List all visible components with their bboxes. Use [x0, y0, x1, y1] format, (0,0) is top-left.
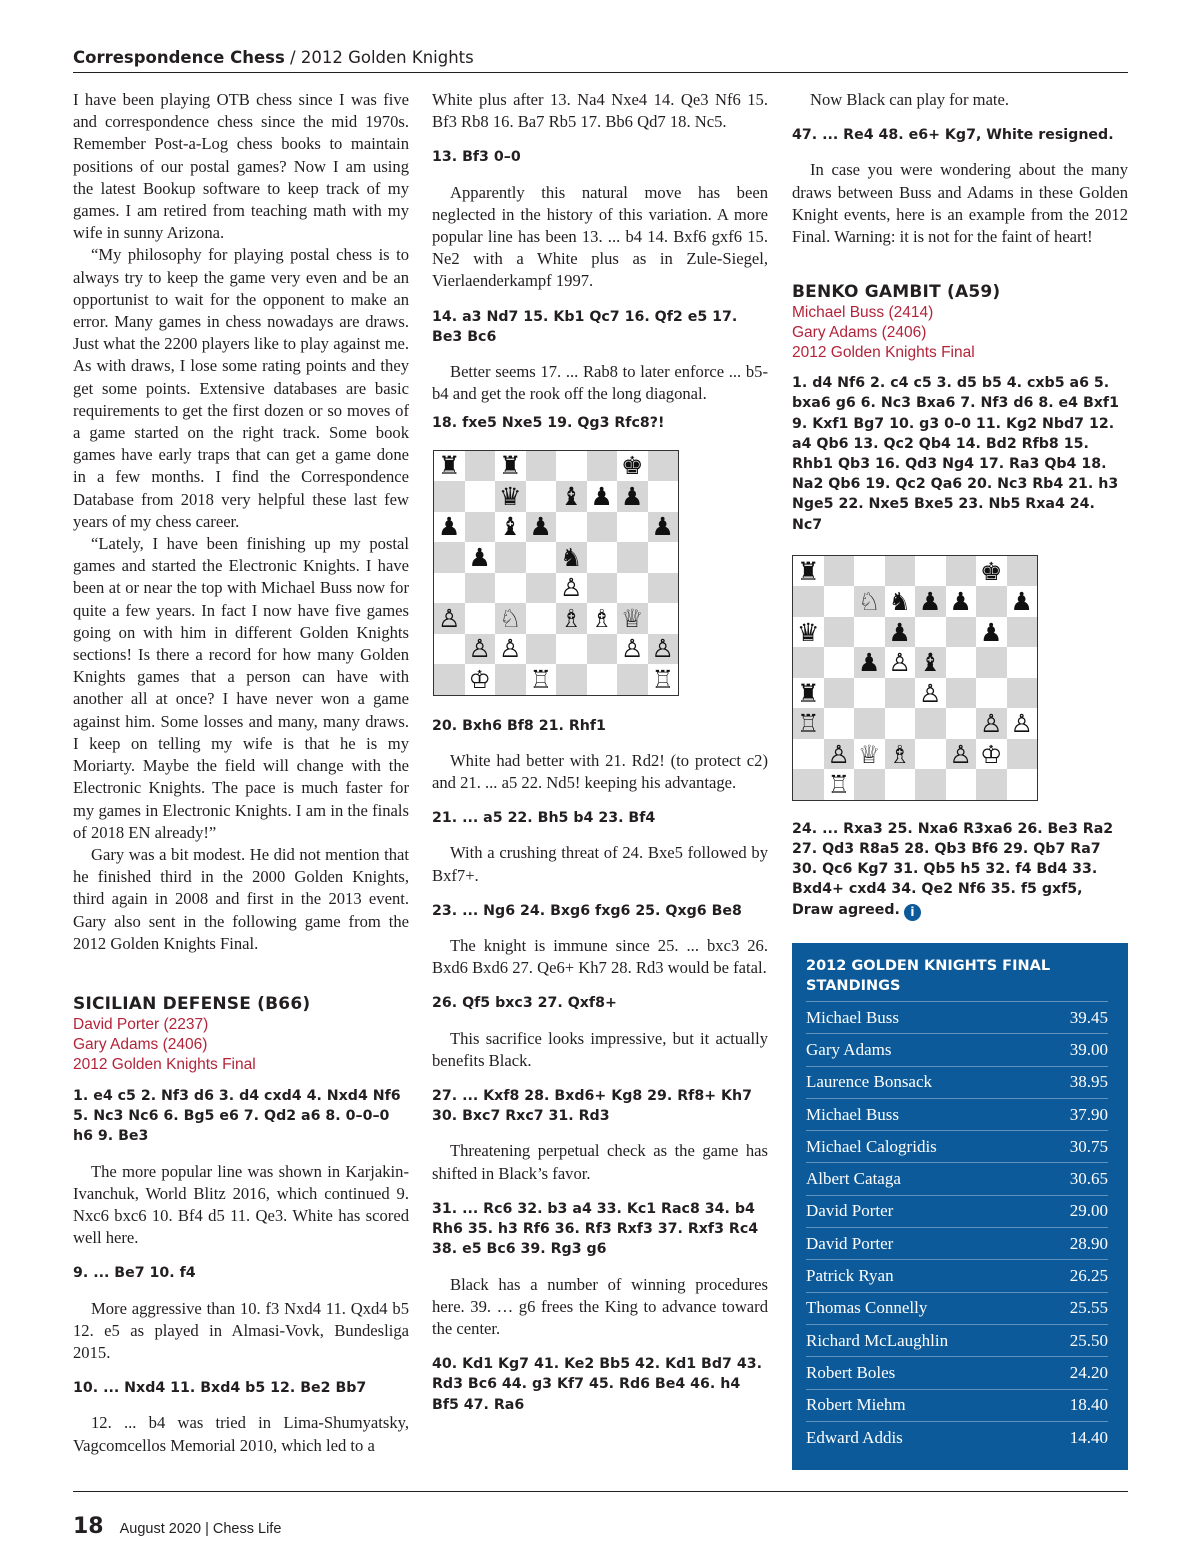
board-square — [434, 542, 465, 573]
board-square — [793, 769, 824, 800]
standings-score: 25.50 — [1069, 1330, 1108, 1350]
board-square — [617, 542, 648, 573]
board-square: ♖ — [824, 769, 855, 800]
game-event: 2012 Golden Knights Final — [73, 1055, 256, 1073]
move-text: 40. Kd1 Kg7 41. Ke2 Bb5 42. Kd1 Bd7 43. Rd3 Bc6 44. g3 Kf7 45. Rd6 Be4 46. h4 Bf5 47. Ra6 — [432, 1356, 762, 1413]
board-square: ♛ — [495, 481, 526, 512]
running-header — [73, 48, 1128, 72]
standings-score: 39.00 — [1069, 1039, 1108, 1059]
standings-score: 30.75 — [1069, 1136, 1108, 1156]
board-square — [824, 586, 855, 617]
board-square — [495, 664, 526, 695]
board-square: ♖ — [648, 664, 679, 695]
column-2 — [432, 89, 768, 1415]
move-text: 10. ... Nxd4 11. Bxd4 b5 12. Be2 Bb7 — [73, 1380, 367, 1397]
standings-row — [806, 1162, 1108, 1194]
board-square — [434, 664, 465, 695]
standings-row — [806, 1389, 1108, 1421]
board-square: ♜ — [793, 678, 824, 709]
paragraph: This sacrifice looks impressive, but it actually benefits Black. — [432, 1028, 768, 1070]
standings-row — [806, 1421, 1108, 1453]
move-text: 1. e4 c5 2. Nf3 d6 3. d4 cxd4 4. Nxd4 Nf6 5. Nc3 Nc6 6. Bg5 e6 7. Qd2 a6 8. 0–0–0 h6 9. Be3 — [73, 1087, 401, 1145]
paragraph: I have been playing OTB chess since I was five and correspondence chess since the mid 1970s. Remember Post-a-Log chess books to maintain positions of our postal games? Now I am using the latest Bookup software to keep track of my games. I am retired from teaching math with my wife in sunny Arizona. — [73, 90, 409, 243]
board-square — [854, 617, 885, 648]
standings-player: Robert Boles — [806, 1362, 896, 1382]
board-square — [648, 603, 679, 634]
board-square — [1007, 617, 1038, 648]
move-text: 21. ... a5 22. Bh5 b4 23. Bf4 — [432, 810, 656, 827]
standings-player: Gary Adams — [806, 1039, 892, 1059]
board-square: ♞ — [885, 586, 916, 617]
board-square — [1007, 647, 1038, 678]
paragraph: Black has a number of winning procedures here. 39. … g6 frees the King to advance toward the center. — [432, 1274, 768, 1338]
board-square: ♚ — [617, 451, 648, 482]
paragraph: 12. ... b4 was tried in Lima-Shumyatsky, Vagcomcellos Memorial 2010, which led to a — [73, 1413, 409, 1455]
move-text: 26. Qf5 bxc3 27. Qxf8+ — [432, 995, 617, 1012]
standings-score: 37.90 — [1069, 1104, 1108, 1124]
board-square — [556, 634, 587, 665]
standings-player: Albert Cataga — [806, 1169, 901, 1189]
board-square: ♟ — [885, 617, 916, 648]
board-square — [946, 647, 977, 678]
paragraph: White plus after 13. Na4 Nxe4 14. Qe3 Nf6 15. Bf3 Rb8 16. Ba7 Rb5 17. Bb6 Qd7 18. Nc5. — [432, 90, 768, 132]
board-square: ♘ — [854, 586, 885, 617]
board-square — [465, 451, 496, 482]
board-square: ♟ — [946, 586, 977, 617]
move-text: 14. a3 Nd7 15. Kb1 Qc7 16. Qf2 e5 17. Be3 Bc6 — [432, 308, 738, 345]
board-square — [793, 647, 824, 678]
move-text: 18. fxe5 Nxe5 19. Qg3 Rfc8?! — [432, 415, 665, 432]
board-square: ♟ — [617, 481, 648, 512]
board-square: ♙ — [465, 634, 496, 665]
board-square — [915, 556, 946, 587]
board-square: ♟ — [976, 617, 1007, 648]
move-text: 13. Bf3 0–0 — [432, 149, 521, 166]
move-text: 20. Bxh6 Bf8 21. Rhf1 — [432, 717, 606, 734]
board-square — [648, 542, 679, 573]
board-square: ♗ — [556, 603, 587, 634]
board-square: ♞ — [556, 542, 587, 573]
board-square: ♜ — [793, 556, 824, 587]
standings-row — [806, 1356, 1108, 1388]
standings-player: Richard McLaughlin — [806, 1330, 949, 1350]
standings-player: Thomas Connelly — [806, 1298, 928, 1318]
board-square — [946, 708, 977, 739]
paragraph: Better seems 17. ... Rab8 to later enforce ... b5-b4 and get the rook off the long diagonal. — [432, 362, 768, 404]
board-square: ♛ — [793, 617, 824, 648]
game-event: 2012 Golden Knights Final — [792, 344, 975, 362]
paragraph: Apparently this natural move has been neglected in the history of this variation. A more popular line has been 13. ... b4 14. Bxf6 gxf6 15. Ne2 with a White plus as in Zule-Siegel, Vierlaenderkampf 1997. — [432, 182, 768, 291]
board-square — [648, 451, 679, 482]
chess-diagram — [792, 555, 1038, 801]
board-square — [885, 769, 916, 800]
board-square: ♙ — [1007, 708, 1038, 739]
move-text: 1. d4 Nf6 2. c4 c5 3. d5 b5 4. cxb5 a6 5. bxa6 g6 6. Nc3 Bxa6 7. Nf3 d6 8. e4 Bxf1 9. Kxf1 Bg7 10. g3 0–0 11. Kg2 Nbd7 12. a4 Qb6 13. Qc2 Qb4 14. Bd2 Rfb8 15. Rhb1 Qb3 16. Qd3 Ng4 17. Ra3 Qb4 18. Na2 Qb6 19. Qc2 Qa6 20. Nc3 Rb4 21. h3 Nge5 22. Nxe5 Bxe5 23. Nb5 Rxa4 24. Nc7 — [792, 375, 1119, 533]
board-square: ♖ — [793, 708, 824, 739]
paragraph: White had better with 21. Rd2! (to protect c2) and 21. ... a5 22. Nd5! keeping his advantage. — [432, 750, 768, 793]
board-square: ♙ — [617, 634, 648, 665]
board-square: ♟ — [854, 647, 885, 678]
board-square: ♙ — [434, 603, 465, 634]
standings-player: Edward Addis — [806, 1427, 903, 1447]
chess-diagram — [433, 450, 679, 696]
board-square — [915, 708, 946, 739]
standings-box — [792, 943, 1128, 1470]
board-square: ♜ — [495, 451, 526, 482]
move-text: 31. ... Rc6 32. b3 a4 33. Kc1 Rac8 34. b4 Rh6 35. h3 Rf6 36. Rf3 Rxf3 37. Rxf3 Rc4 38. e5 Bc6 39. Rg3 g6 — [432, 1200, 759, 1258]
board-square: ♜ — [434, 451, 465, 482]
board-square — [587, 451, 618, 482]
standings-score: 26.25 — [1069, 1266, 1108, 1286]
board-square — [1007, 556, 1038, 587]
board-square — [434, 573, 465, 604]
standings-score: 24.20 — [1069, 1362, 1108, 1382]
standings-row — [806, 1227, 1108, 1259]
board-square — [976, 647, 1007, 678]
standings-player: David Porter — [806, 1201, 894, 1221]
move-text: 23. ... Ng6 24. Bxg6 fxg6 25. Qxg6 Be8 — [432, 902, 742, 919]
standings-score: 39.45 — [1069, 1007, 1108, 1027]
paragraph: With a crushing threat of 24. Bxe5 followed by Bxf7+. — [432, 843, 768, 885]
standings-player: Michael Calogridis — [806, 1136, 937, 1156]
board-square — [465, 603, 496, 634]
header-subtitle: 2012 Golden Knights — [300, 48, 474, 67]
board-square: ♙ — [824, 739, 855, 770]
board-square: ♕ — [854, 739, 885, 770]
board-square — [885, 708, 916, 739]
board-square — [587, 573, 618, 604]
paragraph: Now Black can play for mate. — [810, 90, 1010, 109]
board-square — [587, 664, 618, 695]
board-square: ♟ — [587, 481, 618, 512]
board-square — [648, 481, 679, 512]
board-square — [946, 678, 977, 709]
game-title: BENKO GAMBIT (A59) — [792, 282, 1001, 303]
paragraph: Gary was a bit modest. He did not mention that he finished third in the 2000 Golden Knights, third again in 2008 and first in the 2013 event. Gary also sent in the following game from the 2012 Golden Knights Final. — [73, 844, 409, 953]
end-of-article-icon: i — [904, 904, 921, 921]
standings-score: 14.40 — [1069, 1427, 1108, 1447]
board-square — [915, 769, 946, 800]
board-square: ♙ — [556, 573, 587, 604]
board-square: ♙ — [946, 739, 977, 770]
board-square — [1007, 769, 1038, 800]
board-square: ♟ — [434, 512, 465, 543]
standings-row — [806, 1324, 1108, 1356]
board-square: ♚ — [976, 556, 1007, 587]
board-square: ♟ — [465, 542, 496, 573]
board-square: ♙ — [648, 634, 679, 665]
board-square — [526, 451, 557, 482]
board-square: ♙ — [976, 708, 1007, 739]
board-square — [824, 678, 855, 709]
paragraph: The more popular line was shown in Karjakin-Ivanchuk, World Blitz 2016, which continued 9. Nxc6 bxc6 10. Bf4 d5 11. Qe3. White has scored well here. — [73, 1161, 409, 1248]
standings-row — [806, 1292, 1108, 1324]
header-section: Correspondence Chess — [73, 48, 285, 67]
board-square — [526, 573, 557, 604]
page-number: 18 — [73, 1514, 104, 1539]
board-square — [617, 664, 648, 695]
paragraph: “My philosophy for playing postal chess is to always try to keep the game very even and be an opportunist to wait for the opponent to make an error. Many games in chess nowadays are draws. Just what the 2200 players like to play against me. As with draws, I lose some rating points and they get some points. Extensive databases are basic requirements to get the first dozen or so moves of a game started on the right track. Some book games have early traps that can get a game done in a few months. I find the Correspondence Database from 2018 very helpful these last few years of my chess career. — [73, 245, 409, 531]
board-square — [495, 542, 526, 573]
board-square — [976, 769, 1007, 800]
board-square — [885, 678, 916, 709]
board-square: ♗ — [885, 739, 916, 770]
board-square — [946, 617, 977, 648]
board-square — [587, 542, 618, 573]
column-3 — [792, 89, 1128, 921]
game-black-player: Gary Adams (2406) — [792, 324, 927, 342]
board-square: ♕ — [617, 603, 648, 634]
board-square — [465, 481, 496, 512]
board-square — [648, 573, 679, 604]
board-square — [587, 512, 618, 543]
standings-row — [806, 1033, 1108, 1065]
board-square — [556, 451, 587, 482]
board-square — [824, 617, 855, 648]
standings-row — [806, 1066, 1108, 1098]
standings-player: Michael Buss — [806, 1104, 900, 1124]
move-text-content: 24. ... Rxa3 25. Nxa6 R3xa6 26. Be3 Ra2 27. Qd3 R8a5 28. Qb3 Bf6 29. Qb7 Ra7 30. Qc6 Kg7 31. Qb5 h5 32. f4 Bd4 33. Bxd4+ cxd4 34. Qe2 Nf6 35. f5 gxf5, Draw agreed. — [792, 820, 1114, 918]
standings-score: 29.00 — [1069, 1201, 1108, 1221]
board-square — [793, 739, 824, 770]
standings-row — [806, 1001, 1108, 1033]
board-square: ♝ — [915, 647, 946, 678]
board-square: ♟ — [526, 512, 557, 543]
header-rule — [73, 72, 1128, 73]
board-square: ♟ — [1007, 586, 1038, 617]
board-square: ♙ — [915, 678, 946, 709]
board-square — [434, 481, 465, 512]
board-square — [526, 634, 557, 665]
board-square — [587, 634, 618, 665]
board-square: ♟ — [648, 512, 679, 543]
board-square — [946, 769, 977, 800]
board-square: ♙ — [885, 647, 916, 678]
board-square — [617, 512, 648, 543]
board-square — [824, 556, 855, 587]
board-square — [495, 573, 526, 604]
header-separator: / — [284, 48, 301, 67]
standings-score: 30.65 — [1069, 1169, 1108, 1189]
board-square: ♖ — [526, 664, 557, 695]
board-square: ♗ — [587, 603, 618, 634]
board-square — [885, 556, 916, 587]
board-square — [556, 512, 587, 543]
game-black-player: Gary Adams (2406) — [73, 1035, 208, 1053]
column-1 — [73, 89, 409, 1457]
footer-text: August 2020 | Chess Life — [119, 1521, 282, 1537]
move-text — [792, 819, 1128, 921]
standings-row — [806, 1098, 1108, 1130]
paragraph: More aggressive than 10. f3 Nxd4 11. Qxd4 b5 12. e5 as played in Almasi-Vovk, Bundesliga 2015. — [73, 1298, 409, 1362]
board-square — [915, 617, 946, 648]
footer-rule — [73, 1491, 1128, 1492]
board-square — [976, 678, 1007, 709]
board-square — [854, 708, 885, 739]
standings-player: Michael Buss — [806, 1007, 900, 1027]
standings-score: 25.55 — [1069, 1298, 1108, 1318]
move-text: 27. ... Kxf8 28. Bxd6+ Kg8 29. Rf8+ Kh7 30. Bxc7 Rxc7 31. Rd3 — [432, 1088, 752, 1125]
standings-player: David Porter — [806, 1233, 894, 1253]
board-square — [556, 664, 587, 695]
board-square — [946, 556, 977, 587]
board-square — [465, 512, 496, 543]
board-square — [824, 708, 855, 739]
move-text: 47. ... Re4 48. e6+ Kg7, White resigned. — [792, 127, 1114, 144]
standings-row — [806, 1130, 1108, 1162]
board-square — [465, 573, 496, 604]
board-square: ♔ — [465, 664, 496, 695]
board-square — [526, 603, 557, 634]
board-square — [854, 769, 885, 800]
paragraph: Threatening perpetual check as the game has shifted in Black’s favor. — [432, 1141, 768, 1183]
board-square — [1007, 739, 1038, 770]
game-white-player: Michael Buss (2414) — [792, 304, 934, 322]
board-square — [617, 573, 648, 604]
board-square — [976, 586, 1007, 617]
paragraph: “Lately, I have been finishing up my postal games and started the Electronic Knights. I have been at or near the top with Michael Buss now for quite a few years. In fact I now have five games going on with him in different Golden Knights sections! Is there a record for how many Golden Knights games that a person can have with another all at once? I have never won a game against him. Some losses and many, many draws. I keep on telling my wife is that he is my Moriarty. Maybe the field will change with the Electronic Knights. The pace is much faster for my games in Electronic Knights. I am in the finals of 2018 EN already!” — [73, 534, 409, 842]
board-square: ♔ — [976, 739, 1007, 770]
board-square: ♝ — [556, 481, 587, 512]
game-white-player: David Porter (2237) — [73, 1015, 209, 1033]
board-square — [434, 634, 465, 665]
standings-score: 18.40 — [1069, 1395, 1108, 1415]
board-square — [854, 678, 885, 709]
paragraph: The knight is immune since 25. ... bxc3 26. Bxd6 Bxd6 27. Qe6+ Kh7 28. Rd3 would be fatal. — [432, 936, 768, 978]
standings-row — [806, 1259, 1108, 1291]
standings-score: 38.95 — [1069, 1072, 1108, 1092]
board-square: ♘ — [495, 603, 526, 634]
game-title: SICILIAN DEFENSE (B66) — [73, 993, 311, 1014]
board-square — [824, 647, 855, 678]
board-square — [526, 542, 557, 573]
standings-score: 28.90 — [1069, 1233, 1108, 1253]
board-square: ♟ — [915, 586, 946, 617]
standings-title: 2012 GOLDEN KNIGHTS FINAL STANDINGS — [806, 958, 1051, 994]
standings-row — [806, 1195, 1108, 1227]
page-footer — [73, 1514, 281, 1544]
move-text: 9. ... Be7 10. f4 — [73, 1265, 196, 1282]
board-square — [1007, 678, 1038, 709]
standings-player: Robert Miehm — [806, 1395, 906, 1415]
board-square: ♝ — [495, 512, 526, 543]
board-square — [915, 739, 946, 770]
paragraph: In case you were wondering about the many draws between Buss and Adams in these Golden Knight events, here is an example from the 2012 Final. Warning: it is not for the faint of heart! — [792, 160, 1128, 247]
board-square: ♙ — [495, 634, 526, 665]
board-square — [854, 556, 885, 587]
standings-player: Patrick Ryan — [806, 1266, 894, 1286]
board-square — [793, 586, 824, 617]
standings-list — [806, 1001, 1108, 1453]
board-square — [526, 481, 557, 512]
standings-player: Laurence Bonsack — [806, 1072, 933, 1092]
